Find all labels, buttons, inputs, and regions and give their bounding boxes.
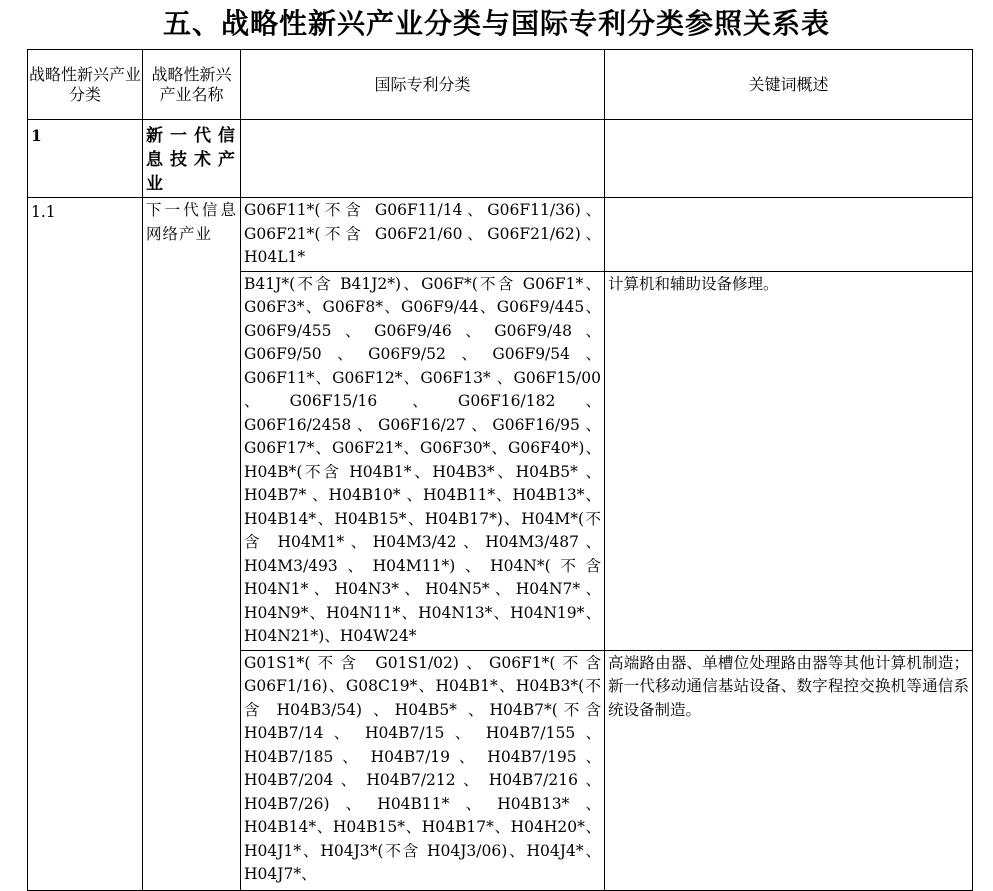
ipc-cell xyxy=(241,120,605,198)
ipc-cell: G01S1*(不含 G01S1/02)、G06F1*(不含 G06F1/16)、G08C19*、H04B1*、H04B3*(不含 H04B3/54) 、H04B5* 、H04B7*(不含 H04B7/14 、 H04B7/15 、 H04B7/155 、 H04B7/185 、 H04B7/19 、 H04B7/195 、 H04B7/204 、 H04B7/212 、 H04B7/216 、 H04B7/26)、H04B11*、H04B13*、H04B14*、H04B15*、H04B17*、H04H20*、H04J1*、H04J3*(不含 H04J3/06)、H04J4*、H04J7*、 xyxy=(241,650,605,890)
table-row xyxy=(28,120,973,198)
keywords-cell xyxy=(605,120,973,198)
ipc-cell: G06F11*(不含 G06F11/14、G06F11/36)、G06F21*(不含 G06F21/60、G06F21/62)、H04L1* xyxy=(241,198,605,272)
table-row xyxy=(28,198,973,272)
keywords-cell xyxy=(605,198,973,272)
header-ipc: 国际专利分类 xyxy=(241,50,605,120)
table-header-row xyxy=(28,50,973,120)
keywords-cell: 高端路由器、单槽位处理路由器等其他计算机制造；新一代移动通信基站设备、数字程控交换机等通信系统设备制造。 xyxy=(605,650,973,890)
keywords-cell: 计算机和辅助设备修理。 xyxy=(605,271,973,650)
ipc-cell: B41J*(不含 B41J2*)、G06F*(不含 G06F1*、G06F3*、G06F8*、G06F9/44、G06F9/445、G06F9/455、G06F9/46、G06F9/48、G06F9/50、G06F9/52、G06F9/54、G06F11*、G06F12*、G06F13* 、G06F15/00 、G06F15/16 、G06F16/182、G06F16/2458、G06F16/27、G06F16/95、G06F17*、G06F21*、G06F30*、G06F40*)、H04B*(不含 H04B1*、H04B3*、H04B5* 、H04B7* 、H04B10* 、H04B11*、H04B13*、H04B14*、H04B15*、H04B17*)、H04M*(不含 H04M1*、H04M3/42、H04M3/487、H04M3/493、H04M11*)、H04N*(不含 H04N1*、H04N3*、H04N5*、H04N7*、H04N9*、H04N11*、H04N13*、H04N19*、H04N21*)、H04W24* xyxy=(241,271,605,650)
classification-table xyxy=(27,49,973,891)
category-code-cell: 1 xyxy=(28,120,143,198)
header-category-code: 战略性新兴产业分类 xyxy=(28,50,143,120)
page-title: 五、战略性新兴产业分类与国际专利分类参照关系表 xyxy=(162,7,830,40)
header-industry-name: 战略性新兴产业名称 xyxy=(143,50,241,120)
industry-name-cell: 下一代信息网络产业 xyxy=(143,198,241,891)
category-code-cell: 1.1 xyxy=(28,198,143,891)
industry-name-cell: 新一代信息技术产业 xyxy=(143,120,241,198)
header-keywords: 关键词概述 xyxy=(605,50,973,120)
